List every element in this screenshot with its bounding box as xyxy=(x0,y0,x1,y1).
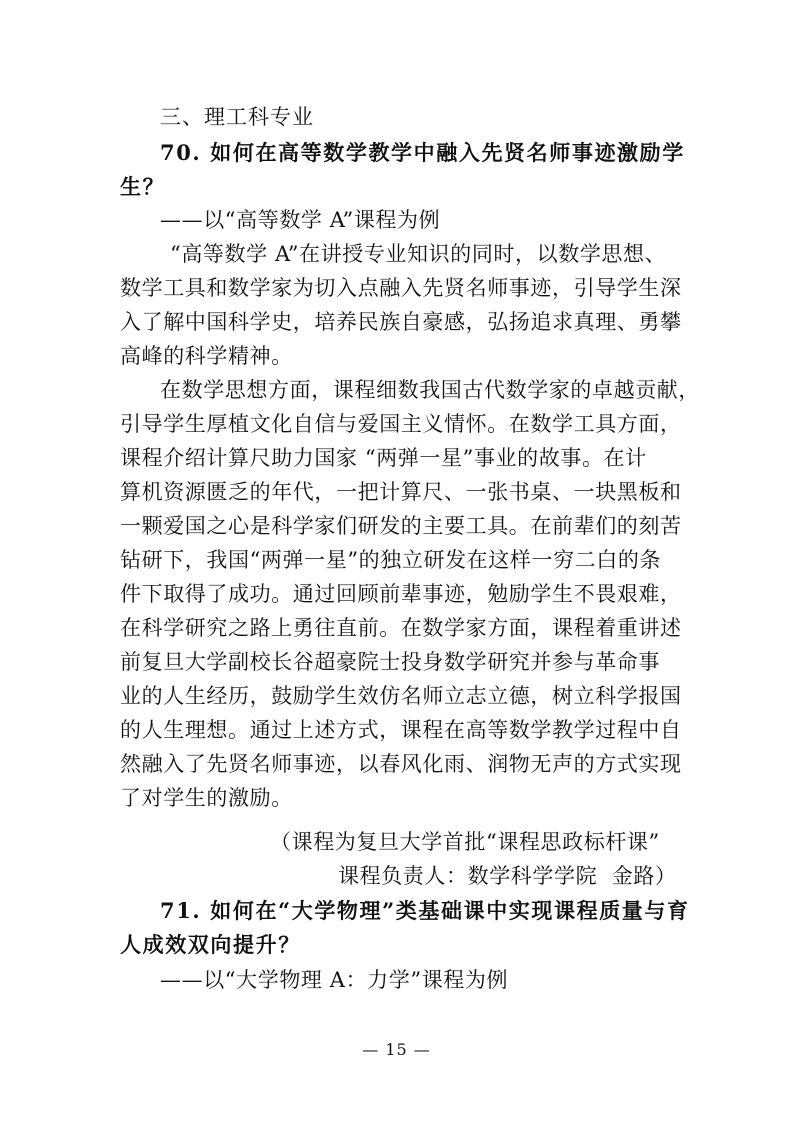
question-70-subtitle: ——以“高等数学 A”课程为例 xyxy=(160,208,441,232)
q70-course-lead: 课程负责人：数学科学学院 金路） xyxy=(338,864,677,888)
q70-paragraph1-line: 高峰的科学精神。 xyxy=(120,344,293,368)
q70-paragraph2-line: 前复旦大学副校长谷超豪院士投身数学研究并参与革命事 xyxy=(120,650,660,674)
q70-paragraph2-line: 引导学生厚植文化自信与爱国主义情怀。在数学工具方面， xyxy=(120,412,682,436)
page-number: — 15 — xyxy=(362,1040,431,1059)
q70-paragraph2-line: 课程介绍计算尺助力国家 “两弹一星”事业的故事。在计 xyxy=(120,446,647,470)
q70-paragraph2-line: 的人生理想。通过上述方式，课程在高等数学教学过程中自 xyxy=(120,718,682,742)
q70-paragraph2-line: 在数学思想方面，课程细数我国古代数学家的卓越贡献， xyxy=(160,378,700,402)
q70-paragraph2-line: 钻研下，我国“两弹一星”的独立研发在这样一穷二白的条 xyxy=(120,548,662,572)
q70-paragraph2-line: 一颗爱国之心是科学家们研发的主要工具。在前辈们的刻苦 xyxy=(120,514,682,538)
q70-paragraph1-line: 数学工具和数学家为切入点融入先贤名师事迹，引导学生深 xyxy=(120,276,682,300)
q70-paragraph1-line: 入了解中国科学史，培养民族自豪感，弘扬追求真理、勇攀 xyxy=(120,310,682,334)
question-70-title-line-2: 生？ xyxy=(120,174,166,199)
q70-paragraph2-line: 算机资源匮乏的年代，一把计算尺、一张书桌、一块黑板和 xyxy=(120,480,682,504)
q70-course-note: （课程为复旦大学首批“课程思政标杆课” xyxy=(270,830,660,854)
question-70-title-line-1: 70. 如何在高等数学教学中融入先贤名师事迹激励学 xyxy=(160,140,685,165)
question-71-subtitle: ——以“大学物理 A：力学”课程为例 xyxy=(160,968,509,992)
q70-paragraph1-line: “高等数学 A”在讲授专业知识的同时，以数学思想、 xyxy=(170,242,667,266)
q70-paragraph2-line: 了对学生的激励。 xyxy=(120,786,293,810)
q70-paragraph2-line: 业的人生经历，鼓励学生效仿名师立志立德，树立科学报国 xyxy=(120,684,682,708)
question-71-title-line-2: 人成效双向提升？ xyxy=(120,932,301,957)
question-71-title-line-1: 71. 如何在“大学物理”类基础课中实现课程质量与育 xyxy=(160,898,690,923)
q70-paragraph2-line: 件下取得了成功。通过回顾前辈事迹，勉励学生不畏艰难， xyxy=(120,582,682,606)
section-heading: 三、理工科专业 xyxy=(160,105,314,129)
q70-paragraph2-line: 然融入了先贤名师事迹，以春风化雨、润物无声的方式实现 xyxy=(120,752,682,776)
q70-paragraph2-line: 在科学研究之路上勇往直前。在数学家方面，课程着重讲述 xyxy=(120,616,682,640)
